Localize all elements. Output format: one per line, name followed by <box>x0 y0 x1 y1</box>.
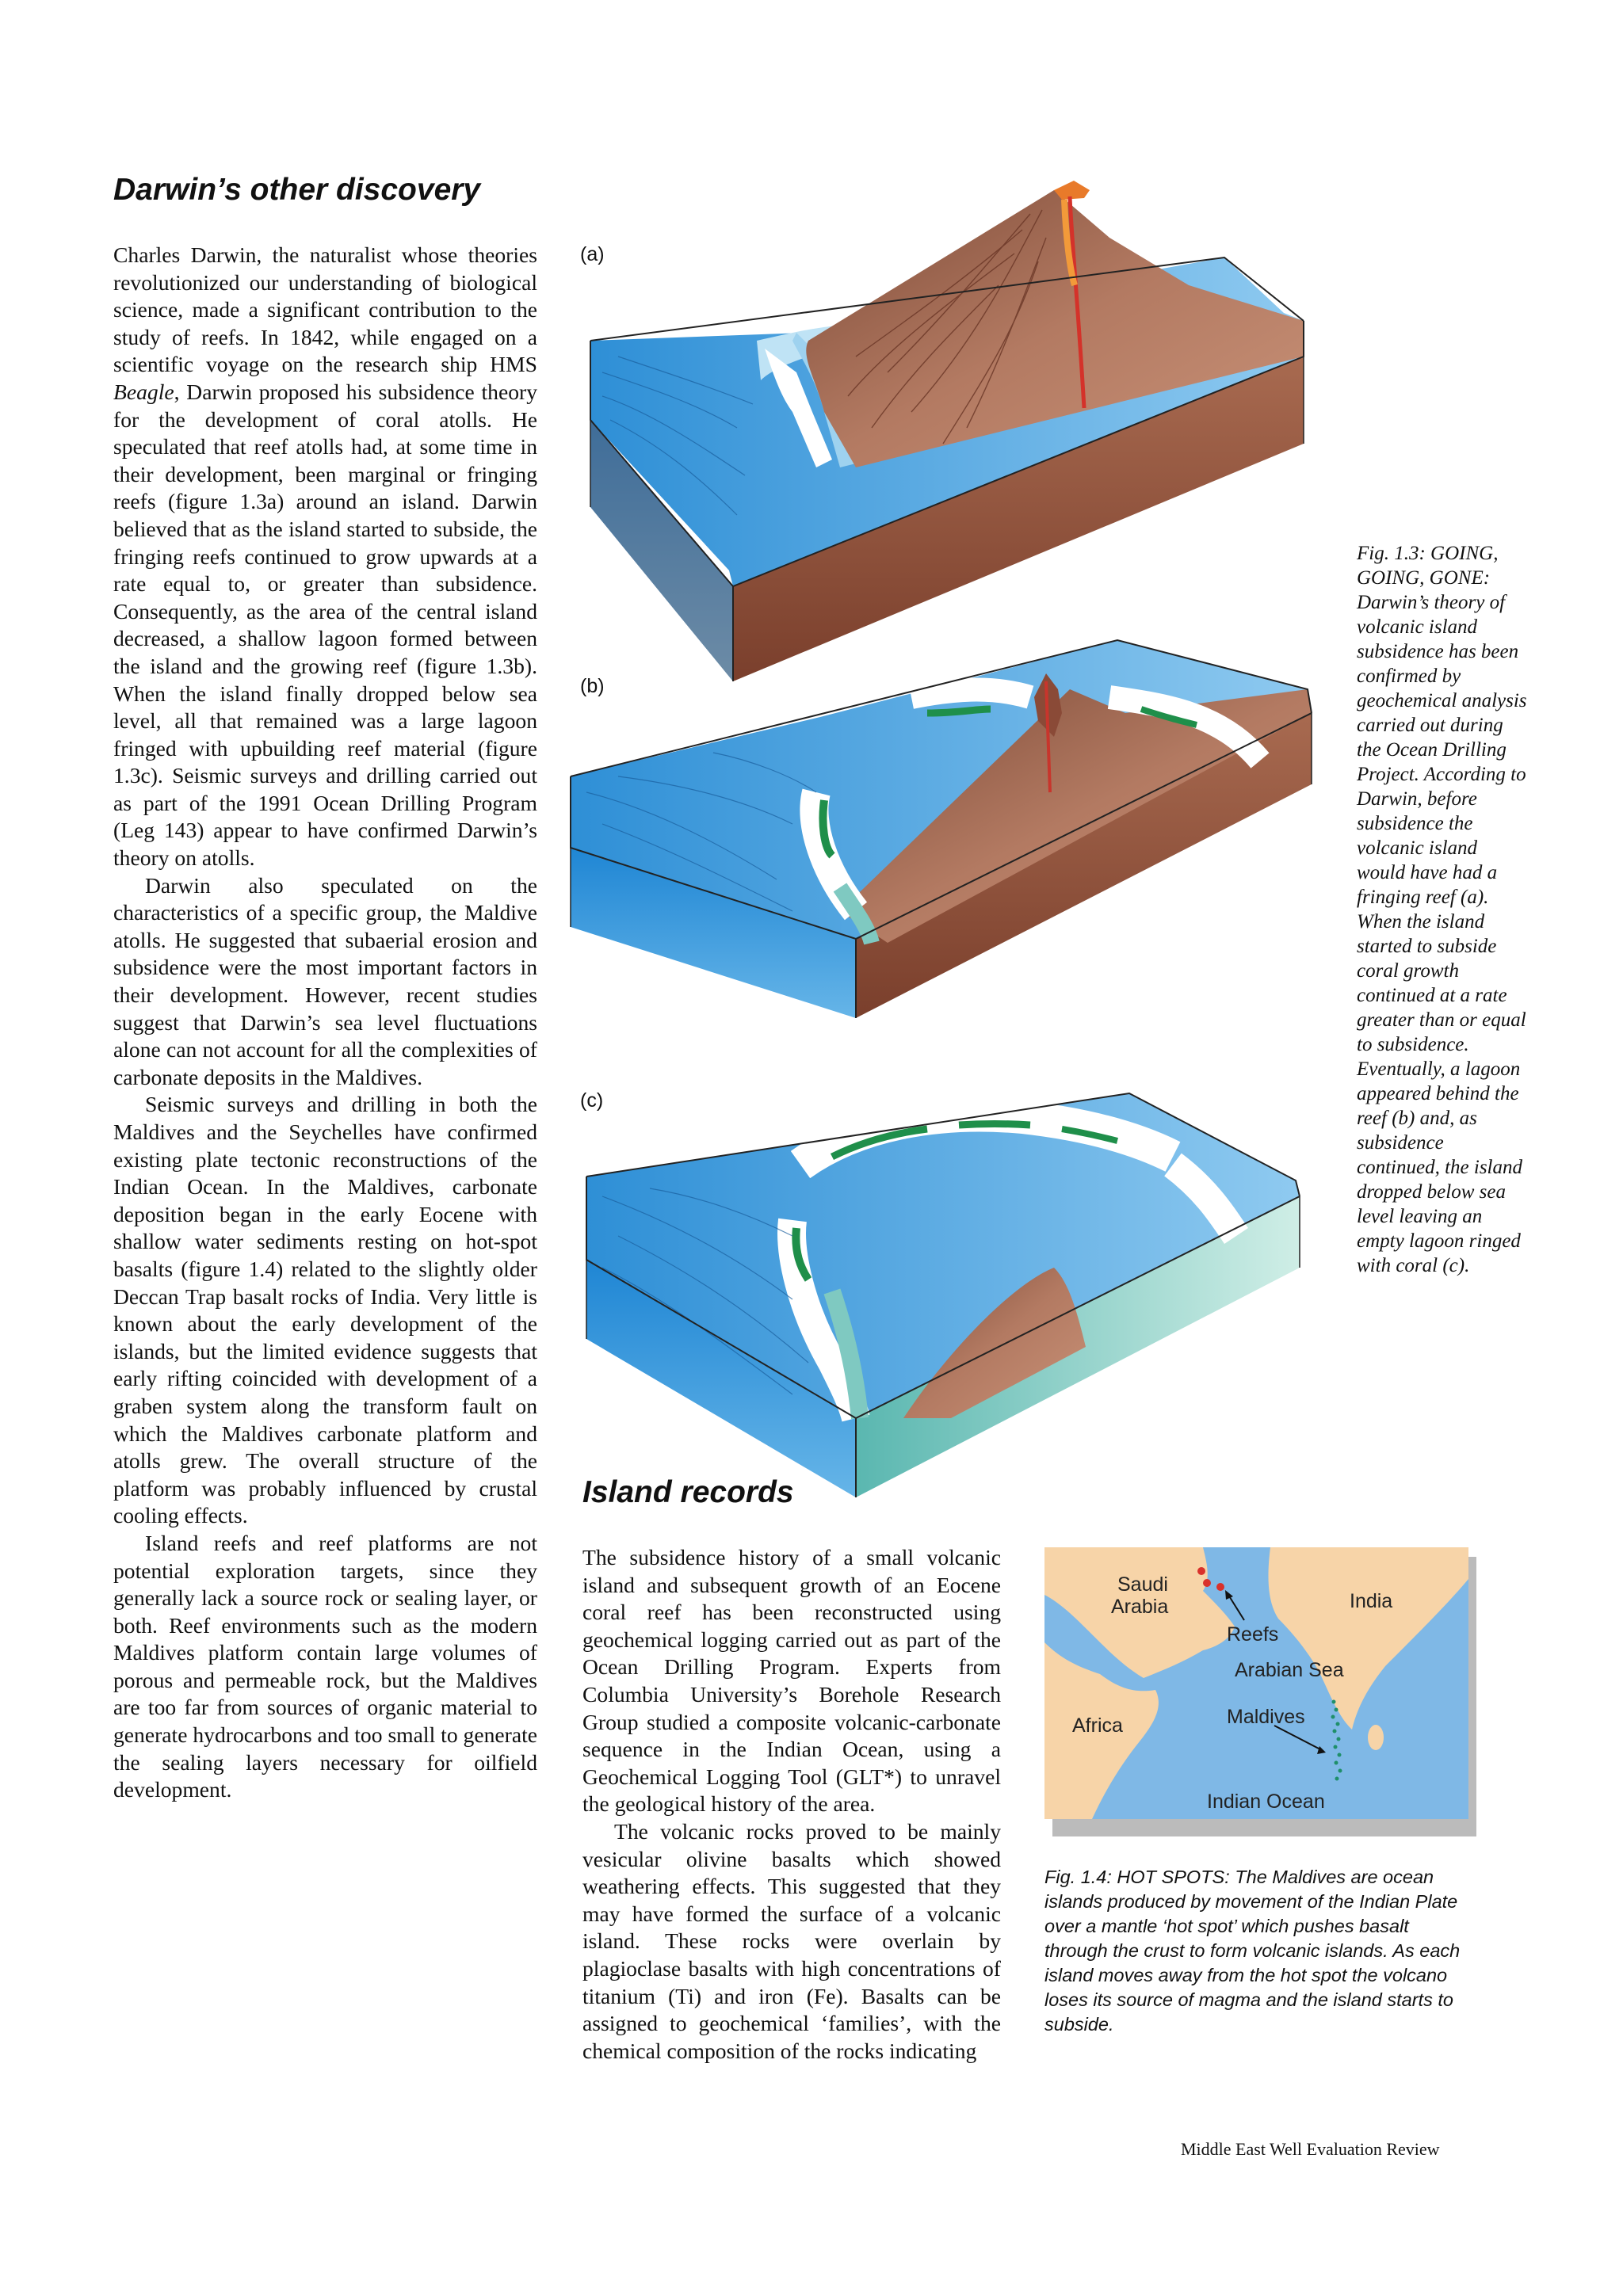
hot-spot-map <box>1044 1547 1476 1836</box>
paragraph <box>582 1544 1001 1818</box>
reef-dot <box>1197 1567 1205 1575</box>
map-land-sri-lanka <box>1368 1725 1384 1750</box>
journal-footer: Middle East Well Evaluation Review <box>1181 2139 1440 2159</box>
reef-dot <box>1203 1579 1211 1587</box>
text-run: Charles Darwin, the naturalist whose theories revolutionized our understanding of biological science, made a significant contribution to the study of reefs. In 1842, while engaged on a scientific voyage on the research ship HMS <box>113 242 537 377</box>
panel-label-c: (c) <box>580 1089 604 1112</box>
text-run: , Darwin proposed his subsidence theory for the development of coral atolls. He speculated that reef atolls had, at some time in their development, been marginal or fringing reefs (figure 1.3a) around an island. Darwin believed that as the island started to subside, the fringing reefs continued to grow upwards at a rate equal to, or greater than subsidence. Consequently, as the area of the central island decreased, a shallow lagoon formed between the island and the growing reef (figure 1.3b). When the island finally dropped below sea level, all that remained was a large lagoon fringed with upbuilding reef material (figure 1.3c). Seismic surveys and drilling carried out as part of the 1991 Ocean Drilling Program (Leg 143) appear to have confirmed Darwin’s theory on atolls. <box>113 379 537 871</box>
section-heading-darwin: Darwin’s other discovery <box>113 173 481 207</box>
map-label-arabia: Arabia <box>1111 1596 1169 1618</box>
paragraph <box>582 1818 1001 2065</box>
map-label-africa: Africa <box>1072 1714 1123 1737</box>
figure-1-3-caption: Fig. 1.3: GOING, GOING, GONE: Darwin’s theory of volcanic island subsidence has been confirmed by geochemical analysis carried out during the Ocean Drilling Project. According to Darwin, before subsidence the volcanic island would have had a fringing reef (a). When the island started to subside coral growth continued at a rate greater than or equal to subsidence. Eventually, a lagoon appeared behind the reef (b) and, as subsidence continued, the island dropped below sea level leaving an empty lagoon ringed with coral (c). <box>1357 543 1527 1276</box>
italic-text: Beagle <box>113 379 174 404</box>
map-label-reefs: Reefs <box>1227 1623 1279 1646</box>
text-run: The subsidence history of a small volcanic island and subsequent growth of an Eocene coral reef has been reconstructed using geochemical logging carried out as part of the Ocean Drilling Program. Experts from Columbia University’s Borehole Research Group studied a composite volcanic-carbonate sequence in the Indian Ocean, using a Geochemical Logging Tool (GLT*) to unravel the geological history of the area. <box>582 1545 1001 1817</box>
text-run: Island reefs and reef platforms are not potential exploration targets, since they generally lack a source rock or sealing layer, or both. Reef environments such as the modern Maldives platform contain large volumes of porous and permeable rock, but the Maldives are too far from sources of organic material to generate hydrocarbons and too small to generate the sealing layers necessary for oilfield development. <box>113 1530 537 1802</box>
block-b <box>571 640 1312 1018</box>
article-column-right <box>582 1544 1001 2065</box>
map-label-india: India <box>1350 1590 1393 1612</box>
map-label-saudi: Saudi <box>1117 1573 1168 1596</box>
reef-dot <box>1216 1583 1224 1591</box>
block-c <box>586 1093 1300 1497</box>
text-run: Seismic surveys and drilling in both the Maldives and the Seychelles have confirmed existing plate tectonic reconstructions of the Indian Ocean. In the Maldives, carbonate deposition began in the early Eocene with shallow water sediments resting on hot-spot basalts (figure 1.4) related to the slightly older Deccan Trap basalt rocks of India. Very little is known about the early development of the islands, but the limited evidence suggests that early rifting coincided with development of a graben system along the transform fault on which the Maldives carbonate platform and atolls grew. The overall structure of the platform was probably influenced by crustal cooling effects. <box>113 1092 537 1528</box>
panel-label-a: (a) <box>580 243 605 265</box>
map-label-arabian-sea: Arabian Sea <box>1235 1659 1344 1681</box>
section-heading-island-records: Island records <box>582 1475 794 1509</box>
block-a <box>590 181 1304 681</box>
map-label-maldives: Maldives <box>1227 1706 1305 1728</box>
panel-label-b: (b) <box>580 675 605 697</box>
map-label-indian-ocean: Indian Ocean <box>1207 1791 1325 1813</box>
figure-1-4-caption: Fig. 1.4: HOT SPOTS: The Maldives are ocean islands produced by movement of the Indian Plate over a mantle ‘hot spot’ which pushes basalt through the crust to form volcanic islands. As each island moves away from the hot spot the volcano loses its source of magma and the island starts to subside. <box>1044 1867 1461 2035</box>
text-run: Darwin also speculated on the characteristics of a specific group, the Maldive atolls. He suggested that subaerial erosion and subsidence were the most important factors in their development. However, recent studies suggest that Darwin’s sea level fluctuations alone can not account for all the complexities of carbonate deposits in the Maldives. <box>113 872 537 1089</box>
text-run: The volcanic rocks proved to be mainly vesicular olivine basalts which showed weathering effects. This suggested that they may have formed the surface of a volcanic island. These rocks were overlain by plagioclase basalts with high concentrations of titanium (Ti) and iron (Fe). Basalts can be assigned to geochemical ‘families’, with the chemical composition of the rocks indicating <box>582 1818 1001 2063</box>
